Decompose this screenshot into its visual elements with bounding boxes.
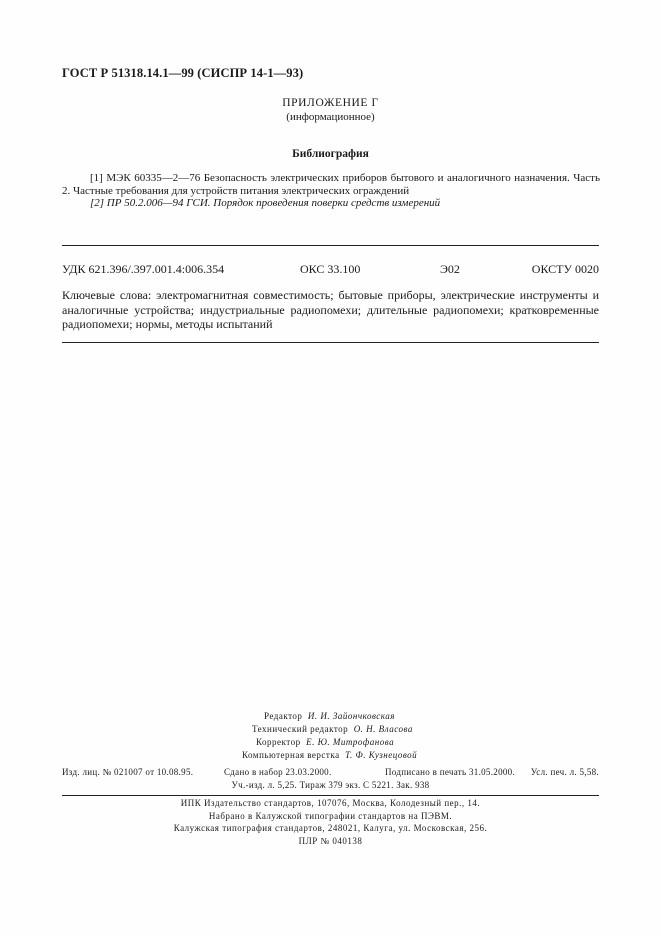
imprint-details: Уч.-изд. л. 5,25. Тираж 379 экз. С 5221. Зак. 938 [231,780,430,790]
publisher-line-3: Калужская типография стандартов, 248021, Калуга, ул. Московская, 256. [173,823,488,833]
print-sheets-text: Усл. печ. л. 5,58. [530,767,599,777]
publisher-block [0,797,661,847]
divider-imprint [62,795,599,796]
group-code: Э02 [440,262,460,276]
signed-text: Подписано в печать 31.05.2000. [385,767,516,777]
submitted-text: Сдано в набор 23.03.2000. [224,767,332,777]
imprint-block [62,766,599,792]
divider-bottom [62,342,599,343]
staff-line-proofreader: Корректор Е. Ю. Митрофанова [256,737,395,747]
keywords-paragraph: Ключевые слова: электромагнитная совместимость; бытовые приборы, электрические инструменты и аналогичные устройства; индустриальные радиопомехи; длительные радиопомехи; кратковременные радиопомехи; нормы, методы испытаний [62,288,599,331]
staff-line-layout: Компьютерная верстка Т. Ф. Кузнецовой [242,750,418,760]
imprint-row [62,766,599,779]
oks-code: ОКС 33.100 [300,262,361,276]
document-header-title: ГОСТ Р 51318.14.1—99 (СИСПР 14-1—93) [62,66,304,80]
appendix-title: ПРИЛОЖЕНИЕ Г [282,97,379,109]
bibliography-heading: Библиография [292,148,369,160]
appendix-subtitle: (информационное) [286,111,375,123]
udk-code: УДК 621.396/.397.001.4:006.354 [62,262,225,276]
staff-line-editor: Редактор И. И. Зайончковская [264,711,395,721]
publisher-line-2: Набрано в Калужской типографии стандартов на ПЭВМ. [208,810,453,821]
publisher-line-4: ПЛР № 040138 [298,835,363,846]
license-text: Изд. лиц. № 021007 от 10.08.95. [62,767,194,777]
staff-line-tech-editor: Технический редактор О. Н. Власова [252,724,413,734]
divider-top [62,245,599,246]
bibliography-entry-1: [1] МЭК 60335—2—76 Безопасность электрических приборов бытового и аналогичного назначения. Часть 2. Частные требования для устройств питания электрических ограждений [62,172,600,197]
bibliography-entry-2: [2] ПР 50.2.006—94 ГСИ. Порядок проведения поверки средств измерений [90,197,441,209]
publisher-line-1: ИПК Издательство стандартов, 107076, Москва, Колодезный пер., 14. [180,798,481,808]
okstu-code: ОКСТУ 0020 [531,262,599,276]
classification-row [62,262,599,278]
